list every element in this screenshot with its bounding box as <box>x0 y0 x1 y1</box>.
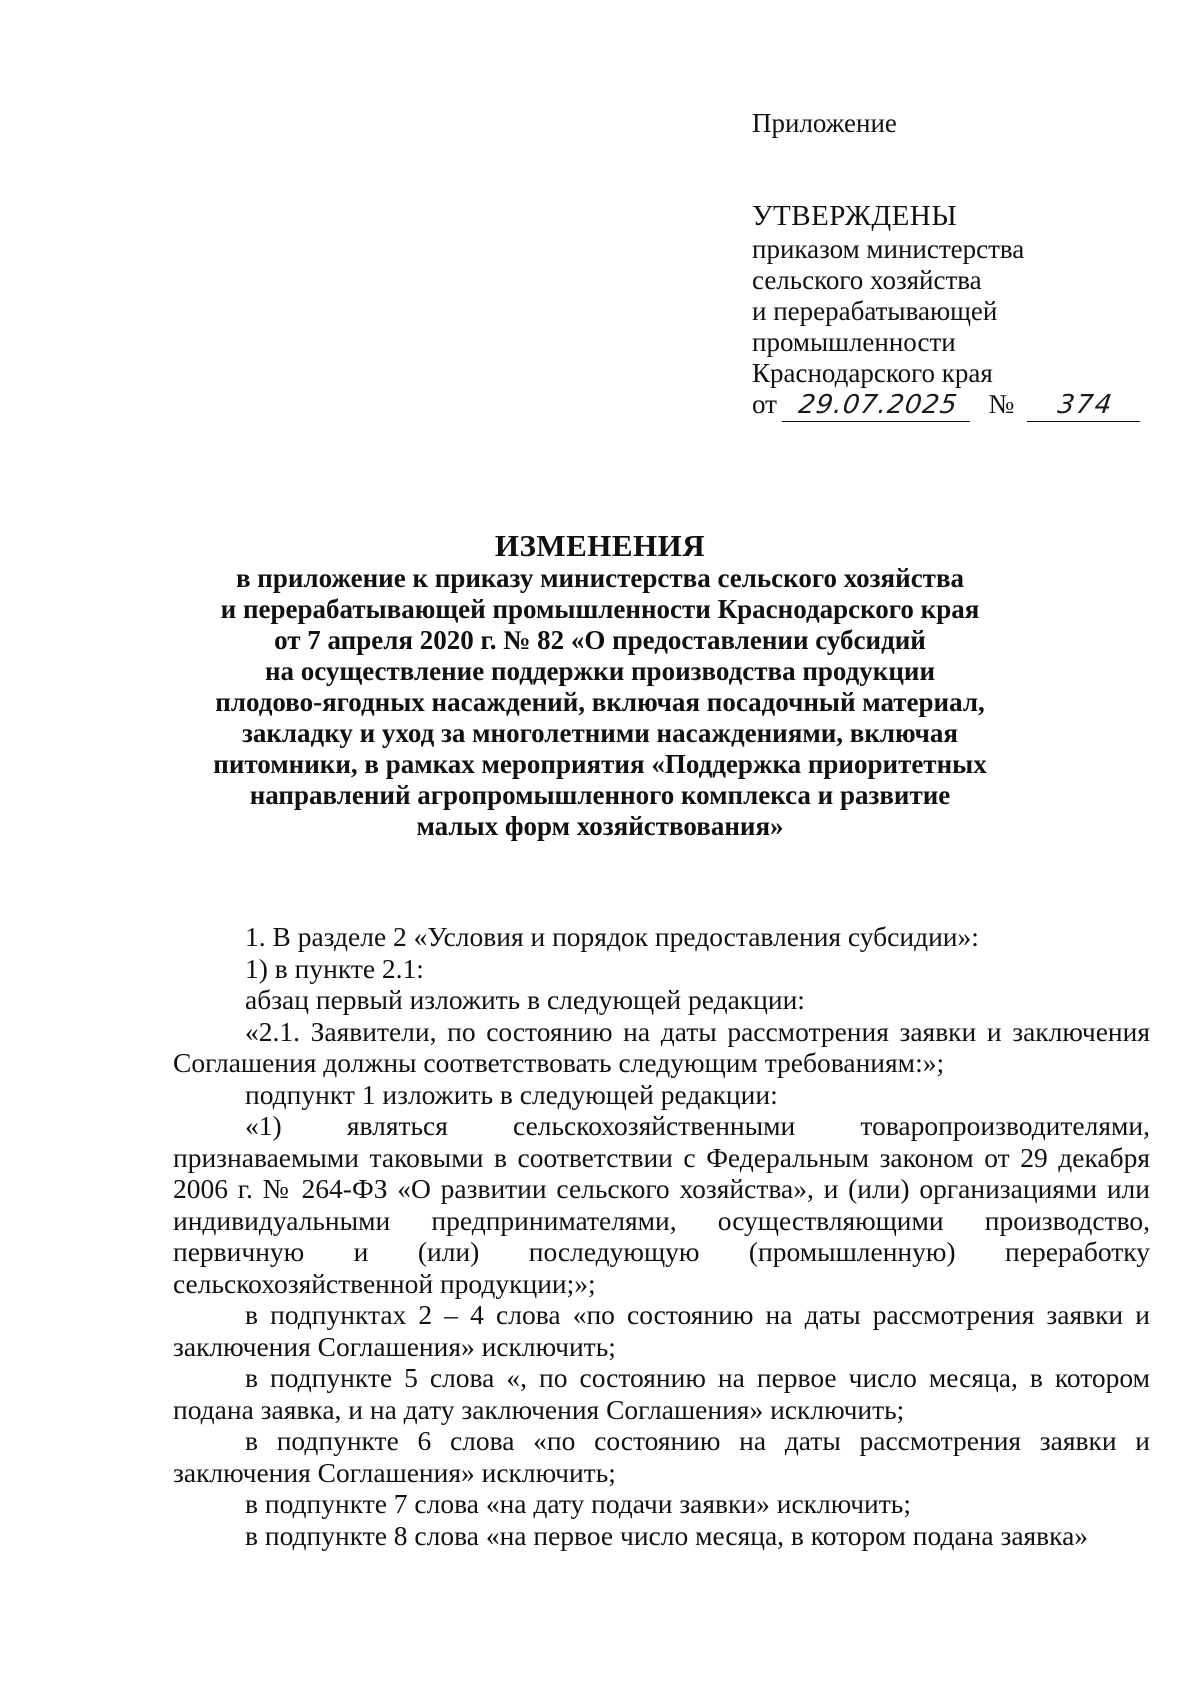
body-paragraph: «2.1. Заявители, по состоянию на даты рассмотрения заявки и заключения Соглашения должны соответствовать следующим требованиям:»; <box>173 1015 1150 1078</box>
approval-block <box>752 108 1132 422</box>
body-paragraph: в подпунктах 2 – 4 слова «по состоянию на даты рассмотрения заявки и заключения Соглашения» исключить; <box>173 1299 1150 1362</box>
body-paragraph: «1) являться сельскохозяйственными товаропроизводителями, признаваемыми таковыми в соответствии с Федеральным законом от 29 декабря 2006 г. № 264-ФЗ «О развитии сельского хозяйства», и (или) организациями или индивидуальными предпринимателями, осуществляющими производство, первичную и (или) последующую (промышленную) переработку сельскохозяйственной продукции;»; <box>173 1110 1150 1299</box>
body-paragraph: абзац первый изложить в следующей редакции: <box>245 984 805 1015</box>
heading-subtitle: в приложение к приказу министерства сельского хозяйства и перерабатывающей промышленности Краснодарского края от 7 апреля 2020 г. № 82 «О предоставлении субсидий на осуществление поддержки производства продукции плодово-ягодных насаждений, включая посадочный материал, закладку и уход за многолетними насаждениями, включая питомники, в рамках мероприятия «Поддержка приоритетных направлений агропромышленного комплекса и развитие малых форм хозяйствования» <box>213 563 987 841</box>
approval-line: и перерабатывающей <box>752 296 998 326</box>
body-paragraph: 1. В разделе 2 «Условия и порядок предоставления субсидии»: <box>245 921 979 952</box>
body-paragraph: подпункт 1 изложить в следующей редакции: <box>245 1078 778 1110</box>
body-paragraph: 1) в пункте 2.1: <box>245 952 424 984</box>
body-paragraph: в подпункте 5 слова «, по состоянию на первое число месяца, в котором подана заявка, и на дату заключения Соглашения» исключить; <box>173 1362 1150 1425</box>
approval-line: промышленности <box>752 327 956 357</box>
body-paragraph: в подпункте 8 слова «на первое число месяца, в котором подана заявка» <box>245 1519 1089 1551</box>
body-paragraph: в подпункте 6 слова «по состоянию на даты рассмотрения заявки и заключения Соглашения» исключить; <box>173 1425 1150 1488</box>
body-paragraph: в подпункте 7 слова «на дату подачи заявки» исключить; <box>245 1488 911 1519</box>
appendix-label: Приложение <box>752 108 897 138</box>
handwritten-date: 29.07.2025 <box>781 390 973 422</box>
approval-line: приказом министерства <box>752 234 1025 264</box>
date-prefix: от <box>752 389 777 419</box>
order-date-number-line <box>752 389 1132 422</box>
heading-title: ИЗМЕНЕНИЯ <box>494 528 706 563</box>
approval-line: сельского хозяйства <box>752 265 982 295</box>
document-heading <box>140 530 1060 842</box>
handwritten-number: 374 <box>1027 390 1144 422</box>
approval-line: Краснодарского края <box>752 358 993 388</box>
document-body <box>173 921 1150 1551</box>
approved-label: УТВЕРЖДЕНЫ <box>752 200 958 232</box>
number-sign: № <box>988 389 1015 419</box>
